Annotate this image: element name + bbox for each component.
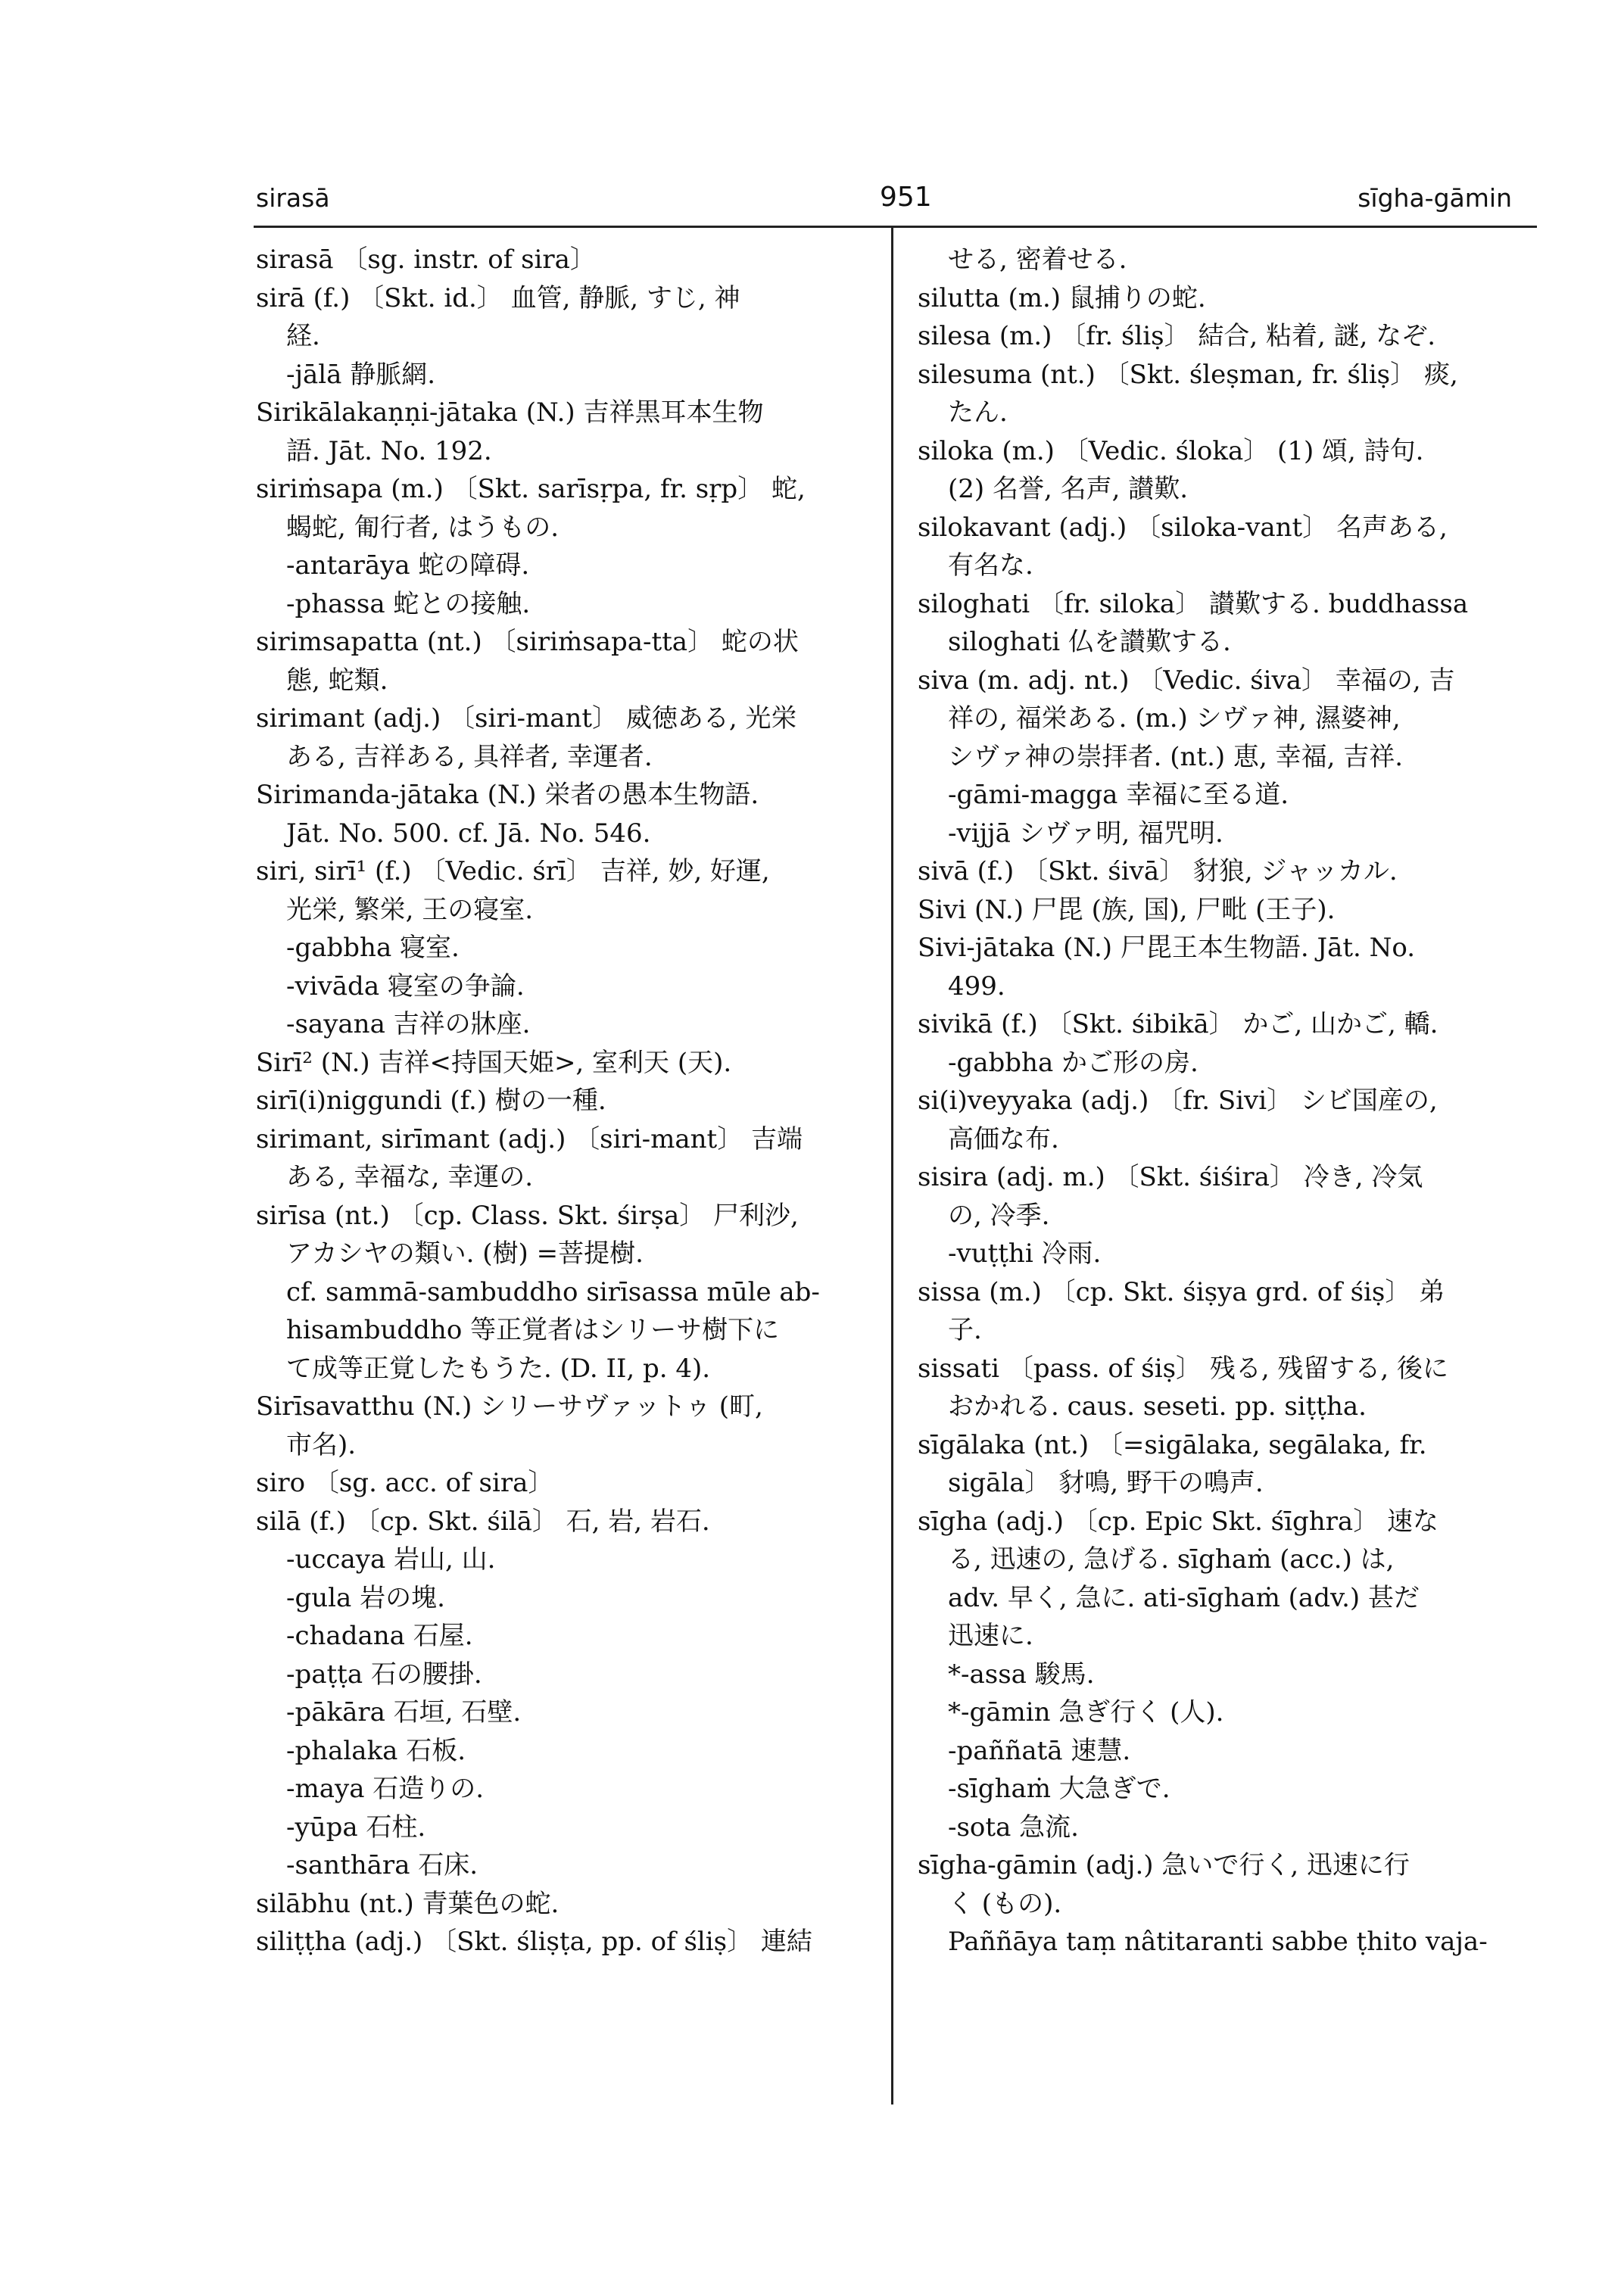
header-first-entry: sirasā xyxy=(256,183,330,213)
entry-line: Sirī² (N.) 吉祥<持国天姫>, 室利天 (天). xyxy=(256,1047,732,1078)
entry-line: シヴァ神の崇拝者. (nt.) 恵, 幸福, 吉祥. xyxy=(948,741,1404,772)
header-last-entry: sīgha-gāmin xyxy=(1357,183,1512,213)
entry-line: 光栄, 繁栄, 王の寝室. xyxy=(286,894,534,925)
entry-line: -jālā 静脈網. xyxy=(286,359,436,390)
entry-line: Sirikālakaṇṇi-jātaka (N.) 吉祥黒耳本生物 xyxy=(256,397,764,428)
entry-line: ある, 幸福な, 幸運の. xyxy=(286,1162,534,1192)
entry-line: sirimsapatta (nt.) 〔siriṁsapa-tta〕 蛇の状 xyxy=(256,627,799,657)
entry-line: -chadana 石屋. xyxy=(286,1621,473,1651)
entry-line: siloka (m.) 〔Vedic. śloka〕 (1) 頌, 詩句. xyxy=(918,435,1424,466)
entry-line: *-gāmin 急ぎ行く (人). xyxy=(948,1697,1224,1728)
entry-line: sirīsa (nt.) 〔cp. Class. Skt. śirṣa〕 尸利沙, xyxy=(256,1200,799,1231)
entry-line: sīgālaka (nt.) 〔=sigālaka, segālaka, fr. xyxy=(918,1429,1427,1460)
entry-line: sīgha (adj.) 〔cp. Epic Skt. śīghra〕 速な xyxy=(918,1506,1439,1537)
entry-line: hisambuddho 等正覚者はシリーサ樹下に xyxy=(286,1315,780,1345)
entry-line: siloghati 仏を讃歎する. xyxy=(948,627,1231,657)
entry-line: sivā (f.) 〔Skt. śivā〕 豺狼, ジャッカル. xyxy=(918,856,1398,886)
entry-line: siloghati 〔fr. siloka〕 讃歎する. buddhassa xyxy=(918,588,1469,619)
entry-line: sisira (adj. m.) 〔Skt. śiśira〕 冷き, 冷気 xyxy=(918,1162,1423,1192)
entry-line: siva (m. adj. nt.) 〔Vedic. śiva〕 幸福の, 吉 xyxy=(918,665,1455,696)
entry-line: -yūpa 石柱. xyxy=(286,1812,426,1843)
entry-line: -vijjā シヴァ明, 福咒明. xyxy=(948,818,1223,849)
entry-line: adv. 早く, 急に. ati-sīghaṁ (adv.) 甚だ xyxy=(948,1582,1420,1613)
entry-line: sissati 〔pass. of śiṣ〕 残る, 残留する, 後に xyxy=(918,1353,1449,1384)
entry-line: おかれる. caus. seseti. pp. siṭṭha. xyxy=(948,1391,1367,1422)
entry-line: たん. xyxy=(948,397,1008,428)
entry-line: sirasā 〔sg. instr. of sira〕 xyxy=(256,245,596,275)
entry-line: -uccaya 岩山, 山. xyxy=(286,1544,496,1575)
entry-line: -santhāra 石床. xyxy=(286,1850,478,1880)
running-header xyxy=(0,183,1624,229)
entry-line: の, 冷季. xyxy=(948,1200,1050,1231)
entry-line: 祥の, 福栄ある. (m.) シヴァ神, 濕婆神, xyxy=(948,703,1401,734)
entry-line: る, 迅速の, 急げる. sīghaṁ (acc.) は, xyxy=(948,1544,1395,1575)
entry-line: siro 〔sg. acc. of sira〕 xyxy=(256,1468,554,1498)
entry-line: silokavant (adj.) 〔siloka-vant〕 名声ある, xyxy=(918,512,1448,543)
entry-line: Sirimanda-jātaka (N.) 栄者の愚本生物語. xyxy=(256,780,759,810)
entry-line: silutta (m.) 鼠捕りの蛇. xyxy=(918,282,1206,313)
entry-line: sīgha-gāmin (adj.) 急いで行く, 迅速に行 xyxy=(918,1850,1410,1880)
entry-line: cf. sammā-sambuddho sirīsassa mūle ab- xyxy=(286,1276,820,1307)
entry-line: 蝎蛇, 匍行者, はうもの. xyxy=(286,512,560,543)
entry-line: sirā (f.) 〔Skt. id.〕 血管, 静脈, すじ, 神 xyxy=(256,282,740,313)
entry-line: 経. xyxy=(286,321,320,351)
entry-line: silesa (m.) 〔fr. śliṣ〕 結合, 粘着, 謎, なぞ. xyxy=(918,321,1436,351)
entry-line: sirimant (adj.) 〔siri-mant〕 威徳ある, 光栄 xyxy=(256,703,797,734)
entry-line: -sayana 吉祥の牀座. xyxy=(286,1009,531,1039)
entry-line: -paññatā 速慧. xyxy=(948,1735,1131,1766)
entry-line: -phassa 蛇との接触. xyxy=(286,588,531,619)
entry-line: sirimant, sirīmant (adj.) 〔siri-mant〕 吉端 xyxy=(256,1123,803,1154)
column-divider xyxy=(891,227,893,2105)
entry-line: Sirīsavatthu (N.) シリーサヴァットゥ (町, xyxy=(256,1391,763,1422)
entry-line: sivikā (f.) 〔Skt. śibikā〕 かご, 山かご, 轎. xyxy=(918,1009,1439,1039)
entry-line: て成等正覚したもうた. (D. II, p. 4). xyxy=(286,1353,711,1384)
right-column xyxy=(918,241,1535,1961)
left-column xyxy=(256,241,874,1961)
entry-line: si(i)veyyaka (adj.) 〔fr. Sivi〕 シビ国産の, xyxy=(918,1086,1438,1116)
entry-line: siriṁsapa (m.) 〔Skt. sarīsṛpa, fr. sṛp〕 蛇, xyxy=(256,474,806,504)
entry-line: Paññāya taṃ nâtitaranti sabbe ṭhito vaja- xyxy=(948,1927,1488,1957)
entry-line: -pākāra 石垣, 石壁. xyxy=(286,1697,522,1728)
entry-line: sirī(i)niggundi (f.) 樹の一種. xyxy=(256,1086,606,1116)
entry-line: 有名な. xyxy=(948,550,1033,581)
entry-line: silā (f.) 〔cp. Skt. śilā〕 石, 岩, 岩石. xyxy=(256,1506,710,1537)
entry-line: -vivāda 寝室の争論. xyxy=(286,970,525,1002)
entry-line: 市名). xyxy=(286,1429,357,1460)
entry-line: 高価な布. xyxy=(948,1123,1059,1154)
entry-line: -antarāya 蛇の障碍. xyxy=(286,550,530,581)
entry-line: sigāla〕 豺鳴, 野干の鳴声. xyxy=(948,1468,1264,1498)
entry-line: siliṭṭha (adj.) 〔Skt. śliṣṭa, pp. of śliṣ〕 連結 xyxy=(256,1927,812,1957)
entry-line: -gāmi-magga 幸福に至る道. xyxy=(948,780,1289,810)
entry-line: *-assa 駿馬. xyxy=(948,1659,1095,1690)
entry-line: -gabbha 寝室. xyxy=(286,933,460,963)
entry-line: silābhu (nt.) 青葉色の蛇. xyxy=(256,1888,560,1919)
entry-line: -vuṭṭhi 冷雨. xyxy=(948,1238,1102,1269)
entry-line: Jāt. No. 500. cf. Jā. No. 546. xyxy=(286,818,651,849)
entry-line: く (もの). xyxy=(948,1888,1062,1919)
entry-line: siri, sirī¹ (f.) 〔Vedic. śrī〕 吉祥, 妙, 好運, xyxy=(256,856,770,886)
entry-line: -paṭṭa 石の腰掛. xyxy=(286,1659,482,1690)
entry-line: -sota 急流. xyxy=(948,1812,1079,1843)
entry-line: 子. xyxy=(948,1315,982,1345)
entry-line: -maya 石造りの. xyxy=(286,1774,485,1804)
header-rule xyxy=(254,226,1537,228)
entry-line: アカシヤの類い. (樹) =菩提樹. xyxy=(286,1238,644,1269)
entry-line: -gula 岩の塊. xyxy=(286,1582,445,1613)
entry-line: 態, 蛇類. xyxy=(286,665,388,696)
entry-line: (2) 名誉, 名声, 讃歎. xyxy=(948,474,1189,504)
entry-line: 迅速に. xyxy=(948,1621,1033,1651)
entry-line: silesuma (nt.) 〔Skt. śleṣman, fr. śliṣ〕 痰, xyxy=(918,359,1458,390)
entry-line: Sivi (N.) 尸毘 (族, 国), 尸毗 (王子). xyxy=(918,894,1336,925)
entry-line: -gabbha かご形の房. xyxy=(948,1047,1199,1078)
page-number: 951 xyxy=(880,182,932,213)
entry-line: Sivi-jātaka (N.) 尸毘王本生物語. Jāt. No. xyxy=(918,933,1416,963)
entry-line: 語. Jāt. No. 192. xyxy=(286,435,492,466)
entry-line: 499. xyxy=(948,970,1005,1002)
entry-line: sissa (m.) 〔cp. Skt. śiṣya grd. of śiṣ〕 弟 xyxy=(918,1276,1445,1307)
entry-line: せる, 密着せる. xyxy=(948,245,1127,275)
entry-line: -phalaka 石板. xyxy=(286,1735,466,1766)
entry-line: -sīghaṁ 大急ぎで. xyxy=(948,1774,1170,1804)
entry-line: ある, 吉祥ある, 具祥者, 幸運者. xyxy=(286,741,653,772)
